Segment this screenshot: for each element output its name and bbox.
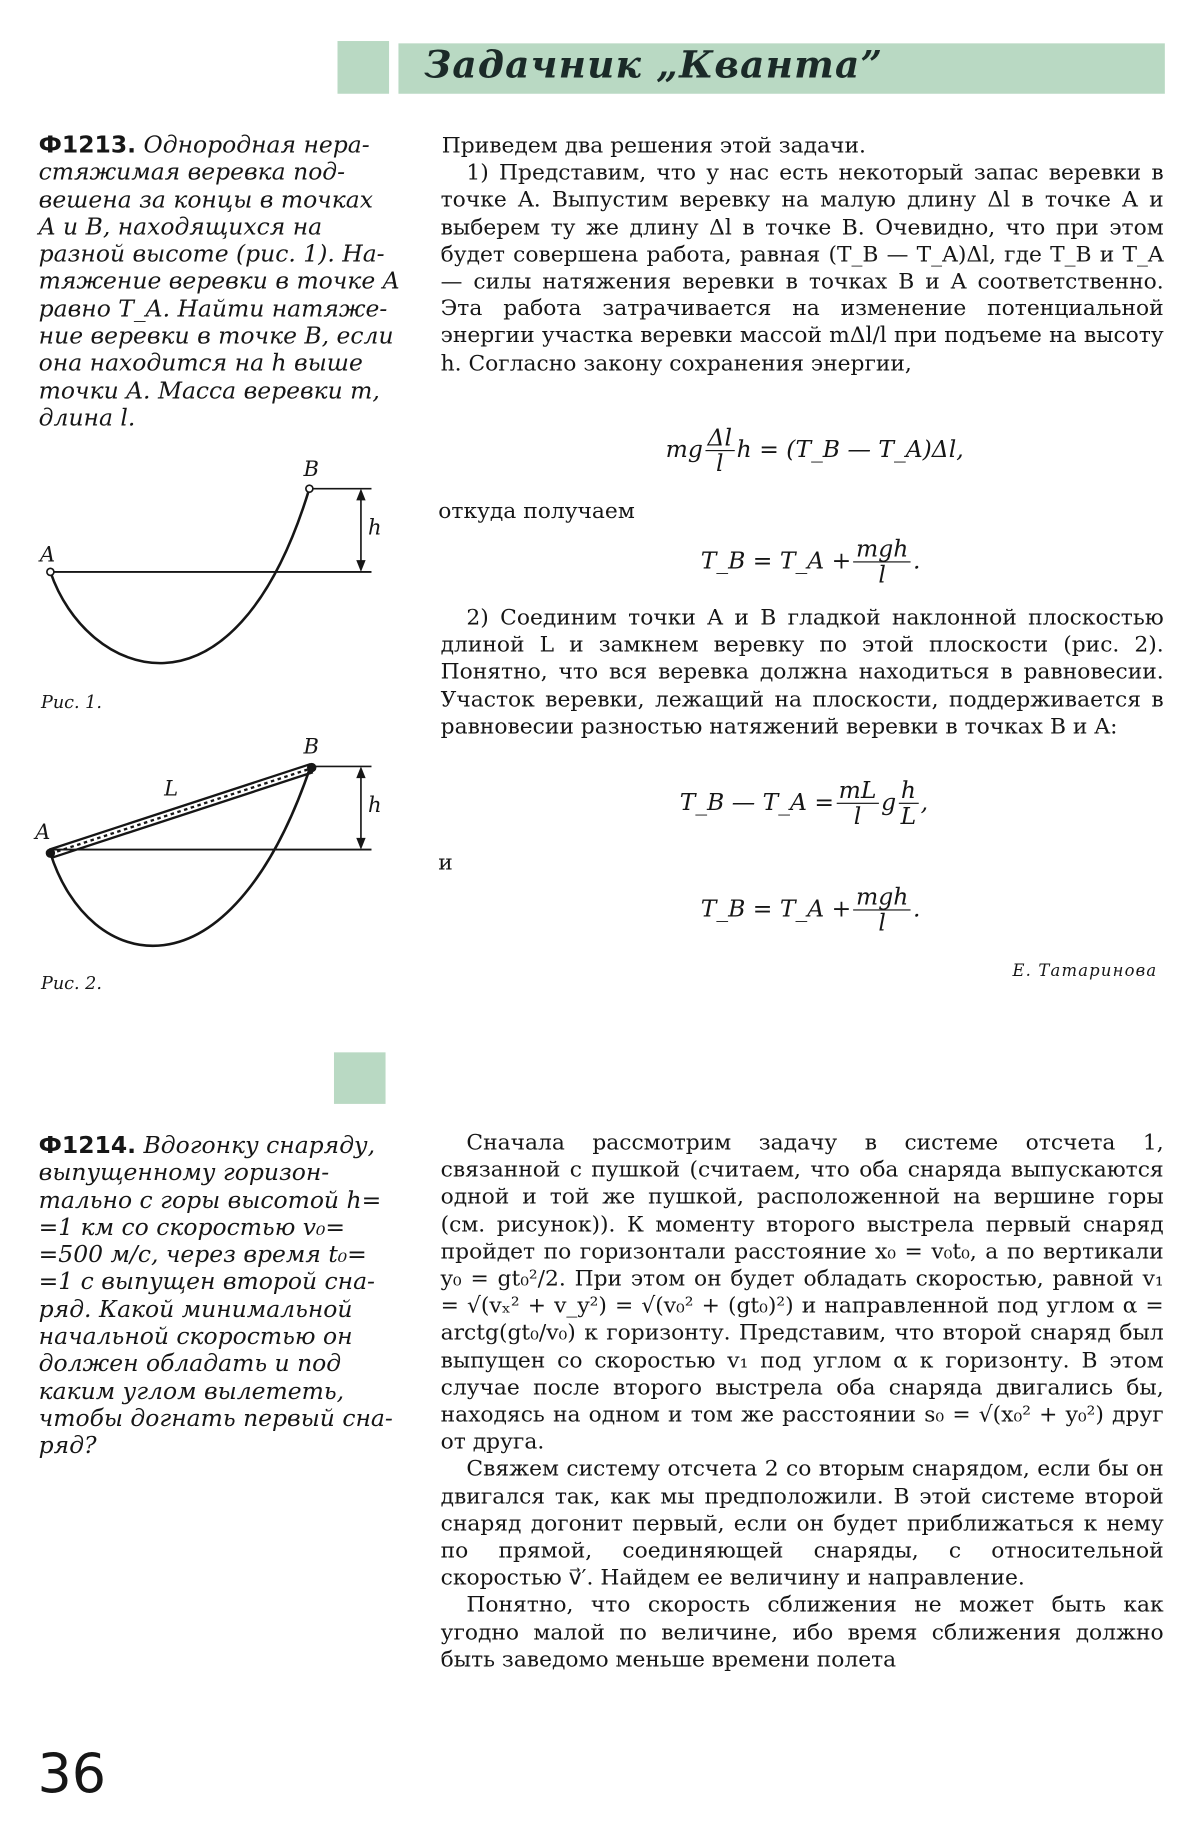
problem-text-line: должен обладать и под — [38, 1349, 342, 1378]
fig2-label-h: h — [367, 793, 382, 818]
equation-energy — [666, 425, 964, 475]
problem-text-line: равно T_A. Найти натяже- — [38, 293, 388, 323]
problem-1213 — [39, 131, 402, 431]
problem-label: Ф1214. — [38, 1130, 137, 1159]
fig1-label-h: h — [367, 515, 382, 541]
solution-intro: Приведем два решения этой задачи. — [441, 133, 866, 159]
problem-text-line: ряд. Какой минимальной — [38, 1294, 353, 1323]
problem-text-line: она находится на h выше — [38, 348, 363, 377]
equation-result-1 — [700, 534, 921, 589]
problem-text-line: ряд? — [38, 1431, 97, 1460]
problem-text-line: тяжение веревки в точке A — [38, 266, 400, 295]
eq-term: . — [912, 894, 921, 923]
fig2-point-b — [307, 763, 316, 772]
fig2-label-l: L — [164, 776, 179, 802]
problem-label: Ф1213. — [38, 130, 137, 159]
fig2-label-b: B — [303, 734, 320, 760]
problem-text-line: разной высоте (рис. 1). На- — [38, 239, 385, 268]
eq-term: T_B — T_A = — [679, 787, 834, 816]
problem-text-line: стяжимая веревка под- — [38, 157, 346, 186]
eq-term: mg — [665, 434, 703, 463]
eq-term: , — [920, 787, 929, 816]
journal-logo: Задачник „Кванта” — [424, 42, 884, 87]
solution-text: и — [438, 850, 453, 876]
fig1-rope — [50, 489, 309, 663]
fraction: $\frac{\Delta l}{l}$ — [705, 425, 734, 475]
problem-text-line: длина l. — [38, 403, 136, 432]
fig2-incline-bottom — [52, 772, 313, 858]
problem-text-line: каким углом вылететь, — [38, 1376, 345, 1405]
problem-text-line: чтобы догнать первый сна- — [38, 1403, 393, 1432]
page-number: 36 — [37, 1741, 107, 1805]
fig2-incline-hatch — [50, 768, 311, 854]
solution-1214 — [441, 1130, 1164, 1674]
eq-term: T_B = T_A + — [700, 546, 852, 575]
equation-equilibrium — [679, 775, 929, 830]
fig2-label-a: A — [35, 820, 51, 845]
fig2-caption: Рис. 2. — [41, 972, 102, 994]
author-signature: Е. Татаринова — [1012, 962, 1158, 981]
problem-text-line: A и B, находящихся на — [38, 211, 323, 241]
fraction: $\frac{mL}{l}$ — [836, 778, 878, 828]
fig2-point-a — [46, 848, 55, 857]
problem-text-line: Вдогонку снаряду, — [143, 1130, 376, 1159]
fig1-caption: Рис. 1. — [41, 691, 102, 713]
problem-text-line: точки A. Масса веревки m, — [38, 375, 380, 404]
problem-text-line: ние веревки в точке B, если — [38, 321, 394, 350]
fig1-label-b: B — [303, 457, 320, 482]
fraction: $\frac{h}{L}$ — [898, 778, 918, 828]
eq-term: . — [912, 546, 921, 575]
section-marker — [334, 1052, 386, 1104]
equation-result-2 — [700, 882, 921, 937]
figure-1 — [29, 451, 392, 726]
figure-2 — [29, 750, 392, 973]
eq-term: h = (T_B — T_A)Δl, — [736, 434, 964, 463]
fraction: $\frac{\text{mgh}}{l}$ — [854, 885, 911, 935]
solution-text: откуда получаем — [438, 499, 635, 524]
problem-text-line: Однородная нера- — [143, 130, 370, 159]
solution-paragraph: 2) Соединим точки A и B гладкой наклонной плоскостью длиной L и замкнем веревку по этой плоскости (рис. 2). Понятно, что вся веревка должна находиться в равновесии. Участок веревки, лежащий на плоскости, поддерживается в равновесии разностью натяжений веревки в точках B и A: — [440, 605, 1164, 740]
problem-text-line: вешена за концы в точках — [38, 184, 373, 213]
problem-text-line: =500 м/с, через время t₀= — [38, 1240, 367, 1269]
solution-1213-part2 — [441, 605, 1164, 741]
fig1-label-a: A — [39, 542, 56, 568]
eq-term: T_B = T_A + — [700, 894, 852, 923]
fig1-arrow-head-down — [356, 560, 365, 572]
header-marker — [338, 41, 390, 94]
problem-text-line: выпущенному горизон- — [38, 1158, 330, 1187]
solution-paragraph: 1) Представим, что у нас есть некоторый запас веревки в точке A. Выпустим веревку на малую длину Δl в точке A и выберем ту же длину Δl в точке B. Очевидно, что при этом будет совершена работа, равная (T_B — T_A)Δl, где T_B и T_A — силы натяжения веревки в точках B и A соответственно. Эта работа затрачивается на изменение потенциальной энергии участка веревки массой mΔl/l при подъеме на высоту h. Согласно закону сохранения энергии, — [440, 160, 1164, 376]
solution-paragraph: Понятно, что скорость сближения не может быть как угодно малой по величине, ибо время сближения должно быть заведомо меньше времени полета — [440, 1593, 1164, 1673]
problem-text-line: =1 с выпущен второй сна- — [38, 1267, 375, 1296]
problem-1214 — [39, 1132, 402, 1460]
eq-term: g — [881, 787, 897, 816]
problem-text-line: тально с горы высотой h= — [38, 1185, 382, 1214]
fig2-incline-top — [49, 764, 310, 850]
fig2-arrow-head-down — [356, 838, 365, 850]
fig1-arrow-head-up — [356, 489, 365, 501]
fraction: $\frac{\text{mgh}}{l}$ — [854, 537, 911, 587]
problem-text-line: =1 км со скоростью v₀= — [38, 1212, 346, 1241]
fig1-point-a — [47, 568, 54, 575]
fig1-point-b — [306, 485, 313, 492]
solution-paragraph: Сначала рассмотрим задачу в системе отсчета 1, связанной с пушкой (считаем, что оба снаряда выпускаются одной и той же пушкой, расположенной на вершине горы (см. рисунок)). К моменту второго выстрела первый снаряд пройдет по горизонтали расстояние x₀ = v₀t₀, а по вертикали y₀ = gt₀²/2. При этом он будет обладать скоростью, равной v₁ = √(vₓ² + v_y²) = √(v₀² + (gt₀)²) и направленной под углом α = arctg(gt₀/v₀) к горизонту. Представим, что второй снаряд был выпущен со скоростью v₁ под углом α к горизонту. В этом случае после второго выстрела оба снаряда двигались бы, находясь на одном и том же расстоянии s₀ = √(x₀² + y₀²) друг от друга. — [440, 1130, 1164, 1455]
fig2-arrow-head-up — [356, 766, 365, 778]
solution-1213 — [441, 132, 1164, 377]
fig2-rope — [50, 766, 310, 945]
solution-paragraph: Свяжем систему отсчета 2 со вторым снарядом, если бы он двигался так, как мы предположили. В этой системе второй снаряд догонит первый, если он будет приближаться к нему по прямой, соединяющей снаряды, с относительной скоростью v⃗′. Найдем ее величину и направление. — [440, 1457, 1164, 1591]
problem-text-line: начальной скоростью он — [38, 1321, 353, 1351]
